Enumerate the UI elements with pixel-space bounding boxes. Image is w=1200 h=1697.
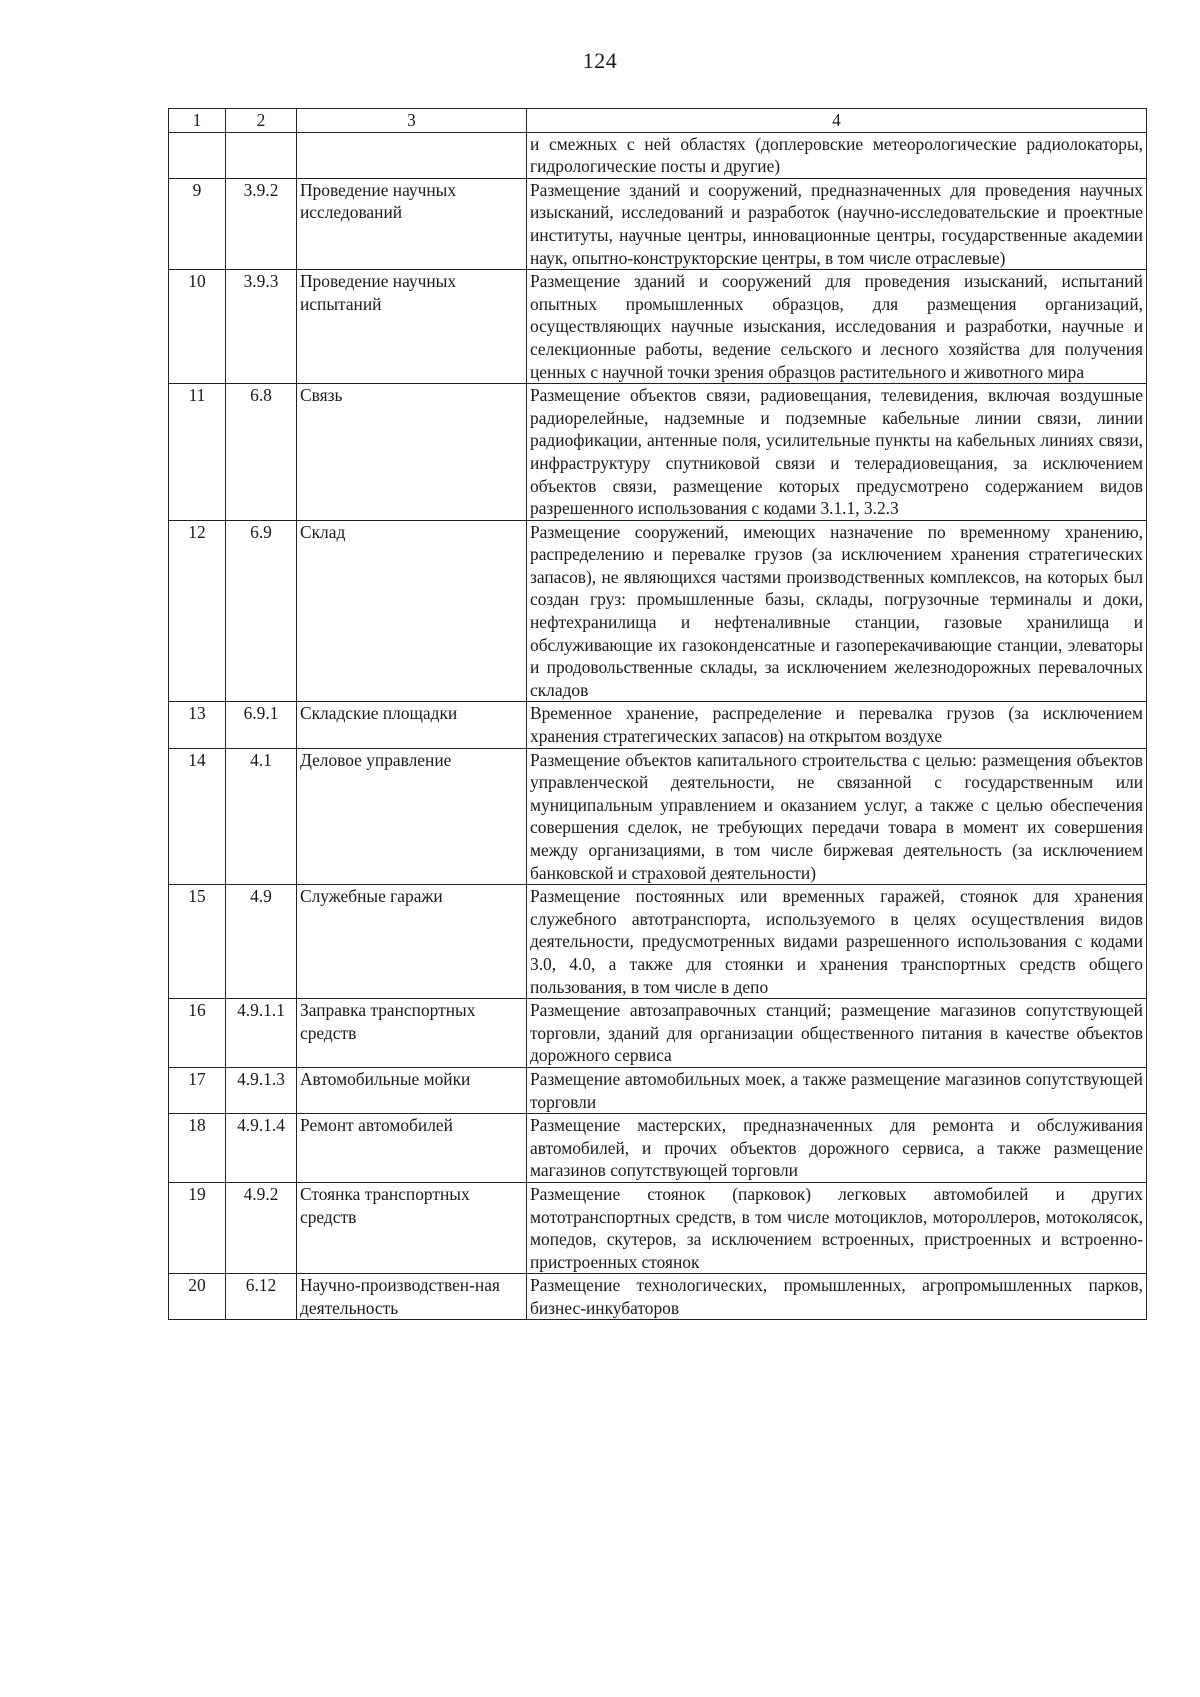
row-name: Автомобильные мойки bbox=[297, 1067, 527, 1113]
row-code: 6.12 bbox=[226, 1274, 297, 1320]
row-description: Размещение автомобильных моек, а также размещение магазинов сопутствующей торговли bbox=[527, 1067, 1147, 1113]
row-name: Служебные гаражи bbox=[297, 885, 527, 999]
table-row bbox=[169, 999, 1147, 1068]
row-number: 19 bbox=[169, 1182, 226, 1273]
table-row bbox=[169, 178, 1147, 269]
row-code: 6.8 bbox=[226, 384, 297, 521]
row-number: 14 bbox=[169, 748, 226, 885]
row-description: Размещение объектов связи, радиовещания, телевидения, включая воздушные радиорелейные, надземные и подземные кабельные линии связи, линии радиофикации, антенные поля, усилительные пункты на кабельных линиях связи, инфраструктуру спутниковой связи и телерадиовещания, за исключением объектов связи, размещение которых предусмотрено содержанием видов разрешенного использования с кодами 3.1.1, 3.2.3 bbox=[527, 384, 1147, 521]
row-number: 16 bbox=[169, 999, 226, 1068]
table-row bbox=[169, 1182, 1147, 1273]
table-row bbox=[169, 748, 1147, 885]
row-description: Размещение зданий и сооружений, предназначенных для проведения научных изысканий, исследований и разработок (научно-исследовательские и проектные институты, научные центры, инновационные центры, государственные академии наук, опытно-конструкторские центры, в том числе отраслевые) bbox=[527, 178, 1147, 269]
row-name: Склад bbox=[297, 520, 527, 702]
continuation-empty-1 bbox=[169, 132, 226, 178]
table-row bbox=[169, 885, 1147, 999]
row-number: 17 bbox=[169, 1067, 226, 1113]
row-code: 4.1 bbox=[226, 748, 297, 885]
table-row bbox=[169, 1067, 1147, 1113]
page-number: 124 bbox=[582, 48, 618, 73]
row-number: 10 bbox=[169, 270, 226, 384]
row-number: 18 bbox=[169, 1114, 226, 1183]
row-name: Деловое управление bbox=[297, 748, 527, 885]
row-number: 15 bbox=[169, 885, 226, 999]
row-description: Размещение мастерских, предназначенных для ремонта и обслуживания автомобилей, и прочих объектов дорожного сервиса, а также размещение магазинов сопутствующей торговли bbox=[527, 1114, 1147, 1183]
row-code: 4.9.1.3 bbox=[226, 1067, 297, 1113]
header-col-3: 3 bbox=[297, 109, 527, 133]
table-body bbox=[169, 132, 1147, 1320]
row-code: 3.9.3 bbox=[226, 270, 297, 384]
continuation-row bbox=[169, 132, 1147, 178]
table-row bbox=[169, 702, 1147, 748]
row-number: 9 bbox=[169, 178, 226, 269]
row-name: Проведение научных испытаний bbox=[297, 270, 527, 384]
header-col-4: 4 bbox=[527, 109, 1147, 133]
row-name: Складские площадки bbox=[297, 702, 527, 748]
row-code: 3.9.2 bbox=[226, 178, 297, 269]
row-name: Заправка транспортных средств bbox=[297, 999, 527, 1068]
row-number: 13 bbox=[169, 702, 226, 748]
row-name: Научно-производствен-ная деятельность bbox=[297, 1274, 527, 1320]
land-use-table bbox=[168, 108, 1147, 1320]
row-description: Временное хранение, распределение и перевалка грузов (за исключением хранения стратегических запасов) на открытом воздухе bbox=[527, 702, 1147, 748]
row-code: 4.9 bbox=[226, 885, 297, 999]
table-row bbox=[169, 384, 1147, 521]
row-code: 4.9.2 bbox=[226, 1182, 297, 1273]
row-number: 20 bbox=[169, 1274, 226, 1320]
row-name: Ремонт автомобилей bbox=[297, 1114, 527, 1183]
header-col-2: 2 bbox=[226, 109, 297, 133]
row-description: Размещение зданий и сооружений для проведения изысканий, испытаний опытных промышленных образцов, для размещения организаций, осуществляющих научные изыскания, исследования и разработки, научные и селекционные работы, ведение сельского и лесного хозяйства для получения ценных с научной точки зрения образцов растительного и животного мира bbox=[527, 270, 1147, 384]
row-code: 6.9.1 bbox=[226, 702, 297, 748]
table-row bbox=[169, 1114, 1147, 1183]
row-description: Размещение постоянных или временных гаражей, стоянок для хранения служебного автотранспорта, используемого в целях осуществления видов деятельности, предусмотренных видами разрешенного использования с кодами 3.0, 4.0, а также для стоянки и хранения транспортных средств общего пользования, в том числе в депо bbox=[527, 885, 1147, 999]
table-row bbox=[169, 270, 1147, 384]
row-name: Проведение научных исследований bbox=[297, 178, 527, 269]
row-number: 12 bbox=[169, 520, 226, 702]
row-code: 4.9.1.4 bbox=[226, 1114, 297, 1183]
table-row bbox=[169, 520, 1147, 702]
header-row bbox=[169, 109, 1147, 133]
continuation-empty-3 bbox=[297, 132, 527, 178]
continuation-description: и смежных с ней областях (доплеровские метеорологические радиолокаторы, гидрологические посты и другие) bbox=[527, 132, 1147, 178]
row-name: Стоянка транспортных средств bbox=[297, 1182, 527, 1273]
row-description: Размещение автозаправочных станций; размещение магазинов сопутствующей торговли, зданий для организации общественного питания в качестве объектов дорожного сервиса bbox=[527, 999, 1147, 1068]
row-description: Размещение объектов капитального строительства с целью: размещения объектов управленческой деятельности, не связанной с государственным или муниципальным управлением и оказанием услуг, а также с целью обеспечения совершения сделок, не требующих передачи товара в момент их совершения между организациями, в том числе биржевая деятельность (за исключением банковской и страховой деятельности) bbox=[527, 748, 1147, 885]
continuation-empty-2 bbox=[226, 132, 297, 178]
row-name: Связь bbox=[297, 384, 527, 521]
table-row bbox=[169, 1274, 1147, 1320]
row-code: 4.9.1.1 bbox=[226, 999, 297, 1068]
row-code: 6.9 bbox=[226, 520, 297, 702]
row-number: 11 bbox=[169, 384, 226, 521]
row-description: Размещение сооружений, имеющих назначение по временному хранению, распределению и перевалке грузов (за исключением хранения стратегических запасов), не являющихся частями производственных комплексов, на которых был создан груз: промышленные базы, склады, погрузочные терминалы и доки, нефтехранилища и нефтеналивные станции, газовые хранилища и обслуживающие их газоконденсатные и газоперекачивающие станции, элеваторы и продовольственные склады, за исключением железнодорожных перевалочных складов bbox=[527, 520, 1147, 702]
row-description: Размещение технологических, промышленных, агропромышленных парков, бизнес-инкубаторов bbox=[527, 1274, 1147, 1320]
header-col-1: 1 bbox=[169, 109, 226, 133]
row-description: Размещение стоянок (парковок) легковых автомобилей и других мототранспортных средств, в том числе мотоциклов, мотороллеров, мотоколясок, мопедов, скутеров, за исключением встроенных, пристроенных и встроенно-пристроенных стоянок bbox=[527, 1182, 1147, 1273]
table-header bbox=[169, 109, 1147, 133]
